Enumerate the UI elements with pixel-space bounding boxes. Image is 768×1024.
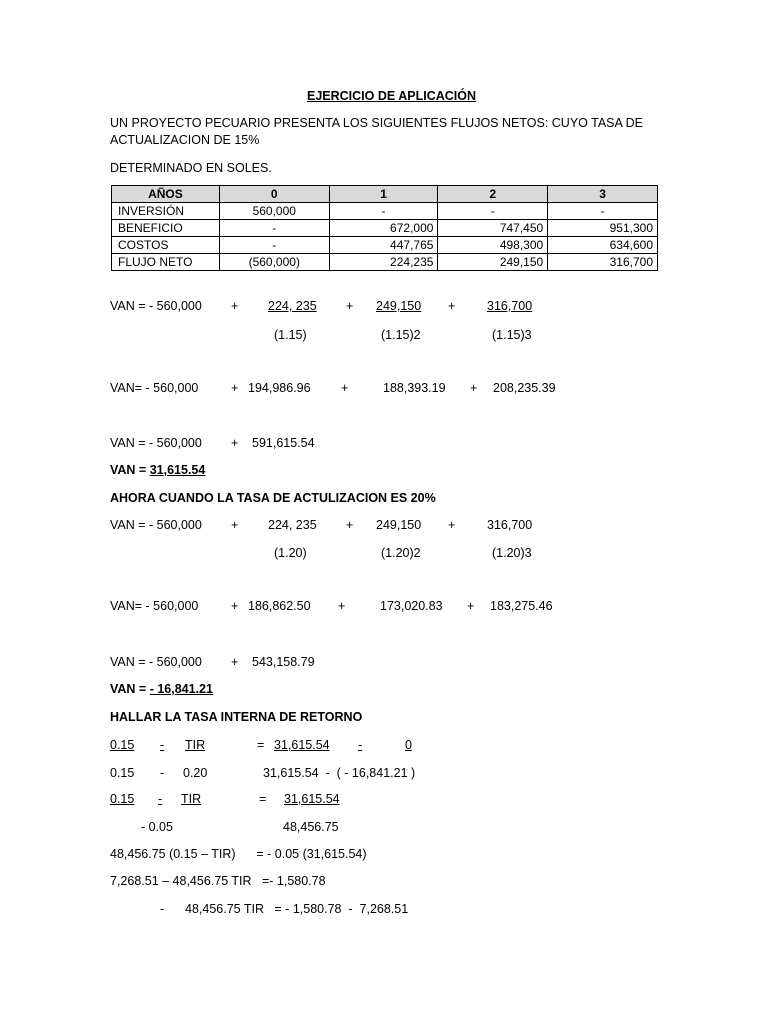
tir-l4-denominator2: 48,456.75 <box>283 820 339 834</box>
table-cell: 447,765 <box>329 237 438 254</box>
header-cell: 0 <box>219 186 329 203</box>
van20-result-value: - 16,841.21 <box>149 682 213 696</box>
tir-l1-tir: TIR <box>185 738 206 752</box>
van20-eq2-op: + <box>231 599 239 613</box>
table-cell: 747,450 <box>438 220 548 237</box>
van15-eq2-op: + <box>231 381 239 395</box>
van15-eq1-op: + <box>231 299 239 313</box>
tir-l5: 48,456.75 (0.15 – TIR) = - 0.05 (31,615.54) <box>110 847 367 861</box>
tir-l4-denominator: - 0.05 <box>141 820 173 834</box>
tir-l3-tir: TIR <box>181 792 202 806</box>
tir-l1-rate: 0.15 <box>110 738 135 752</box>
van20-eq2-op: + <box>338 599 346 613</box>
tir-l1-equals: = <box>257 738 265 752</box>
table-cell: - <box>219 220 329 237</box>
van15-result <box>110 462 205 478</box>
van15-eq2-value: 194,986.96 <box>248 381 311 395</box>
table-cell: (560,000) <box>219 254 329 271</box>
row-label: COSTOS <box>112 237 220 254</box>
van20-eq1-numerator: 224, 235 <box>268 518 317 532</box>
van20-eq2-op: + <box>467 599 475 613</box>
table-cell: 634,600 <box>548 237 658 254</box>
section-heading-20: AHORA CUANDO LA TASA DE ACTULIZACION ES 20% <box>110 491 436 505</box>
van20-denominator: (1.20)2 <box>381 546 421 560</box>
table-cell: - <box>438 203 548 220</box>
table-cell: - <box>329 203 438 220</box>
row-label: BENEFICIO <box>112 220 220 237</box>
row-label: FLUJO NETO <box>112 254 220 271</box>
van15-eq2-op: + <box>341 381 349 395</box>
van20-eq1-op: + <box>346 518 354 532</box>
van20-eq3-value: 543,158.79 <box>252 655 315 669</box>
van15-eq3-op: + <box>231 436 239 450</box>
tir-l3-minus: - <box>158 792 163 806</box>
intro-line-1: UN PROYECTO PECUARIO PRESENTA LOS SIGUIENTES FLUJOS NETOS: CUYO TASA DE <box>110 116 643 130</box>
van20-eq1-op: + <box>448 518 456 532</box>
row-label: INVERSIÓN <box>112 203 220 220</box>
cash-flow-table <box>111 185 658 271</box>
header-cell: 3 <box>548 186 658 203</box>
van15-denominator: (1.15) <box>274 328 307 342</box>
tir-l7-minus: - <box>160 902 165 916</box>
table-row <box>112 220 658 237</box>
tir-l2-diff: 31,615.54 - ( - 16,841.21 ) <box>263 766 416 780</box>
table-cell: 498,300 <box>438 237 548 254</box>
van15-denominator: (1.15)3 <box>492 328 532 342</box>
van15-denominator: (1.15)2 <box>381 328 421 342</box>
tir-l1-minus: - <box>160 738 165 752</box>
table-row <box>112 237 658 254</box>
unit-note: DETERMINADO EN SOLES. <box>110 161 272 175</box>
tir-l3-van: 31,615.54 <box>284 792 340 806</box>
header-cell: 1 <box>329 186 438 203</box>
tir-heading: HALLAR LA TASA INTERNA DE RETORNO <box>110 710 363 724</box>
van15-result-value: 31,615.54 <box>149 463 206 477</box>
table-cell: 224,235 <box>329 254 438 271</box>
van15-eq1-op: + <box>346 299 354 313</box>
van20-result-label: VAN = <box>110 682 150 696</box>
van20-eq1-op: + <box>231 518 239 532</box>
table-row <box>112 254 658 271</box>
tir-l3-rate: 0.15 <box>110 792 135 806</box>
van20-result <box>110 681 213 697</box>
intro-line-2: ACTUALIZACION DE 15% <box>110 133 260 147</box>
van20-eq3-lhs: VAN = - 560,000 <box>110 655 202 669</box>
table-cell: 316,700 <box>548 254 658 271</box>
van20-eq2-value: 186,862.50 <box>248 599 311 613</box>
tir-l2-rate: 0.15 <box>110 766 135 780</box>
van15-eq1-numerator: 249,150 <box>376 299 422 313</box>
van15-eq3-value: 591,615.54 <box>252 436 315 450</box>
van15-eq1-op: + <box>448 299 456 313</box>
van20-eq2-lhs: VAN= - 560,000 <box>110 599 199 613</box>
tir-l1-van: 31,615.54 <box>274 738 330 752</box>
page-title: EJERCICIO DE APLICACIÓN <box>307 89 477 103</box>
van15-eq2-value: 208,235.39 <box>493 381 556 395</box>
table-row <box>112 203 658 220</box>
van20-eq2-value: 183,275.46 <box>490 599 553 613</box>
tir-l7: 48,456.75 TIR = - 1,580.78 - 7,268.51 <box>185 902 409 916</box>
van15-result-label: VAN = <box>110 463 150 477</box>
van15-eq2-lhs: VAN= - 560,000 <box>110 381 199 395</box>
tir-l1-minus2: - <box>358 738 363 752</box>
van20-denominator: (1.20) <box>274 546 307 560</box>
van20-eq2-value: 173,020.83 <box>380 599 443 613</box>
van15-eq1-numerator: 316,700 <box>487 299 533 313</box>
van20-eq1-numerator: 316,700 <box>487 518 533 532</box>
van15-eq1-lhs: VAN = - 560,000 <box>110 299 202 313</box>
table-header-row <box>112 186 658 203</box>
table-cell: 951,300 <box>548 220 658 237</box>
table-cell: 249,150 <box>438 254 548 271</box>
tir-l6: 7,268.51 – 48,456.75 TIR =- 1,580.78 <box>110 874 326 888</box>
van20-eq1-numerator: 249,150 <box>376 518 422 532</box>
tir-l1-zero: 0 <box>405 738 412 752</box>
table-cell: 672,000 <box>329 220 438 237</box>
van20-eq3-op: + <box>231 655 239 669</box>
tir-l3-equals: = <box>259 792 267 806</box>
van15-eq1-numerator: 224, 235 <box>268 299 317 313</box>
van20-denominator: (1.20)3 <box>492 546 532 560</box>
van20-eq1-lhs: VAN = - 560,000 <box>110 518 202 532</box>
table-cell: - <box>548 203 658 220</box>
header-cell: 2 <box>438 186 548 203</box>
table-cell: - <box>219 237 329 254</box>
van15-eq2-value: 188,393.19 <box>383 381 446 395</box>
tir-l2-minus: - <box>160 766 165 780</box>
table-cell: 560,000 <box>219 203 329 220</box>
tir-l2-rate2: 0.20 <box>183 766 208 780</box>
van15-eq3-lhs: VAN = - 560,000 <box>110 436 202 450</box>
header-cell: AÑOS <box>112 186 220 203</box>
van15-eq2-op: + <box>470 381 478 395</box>
